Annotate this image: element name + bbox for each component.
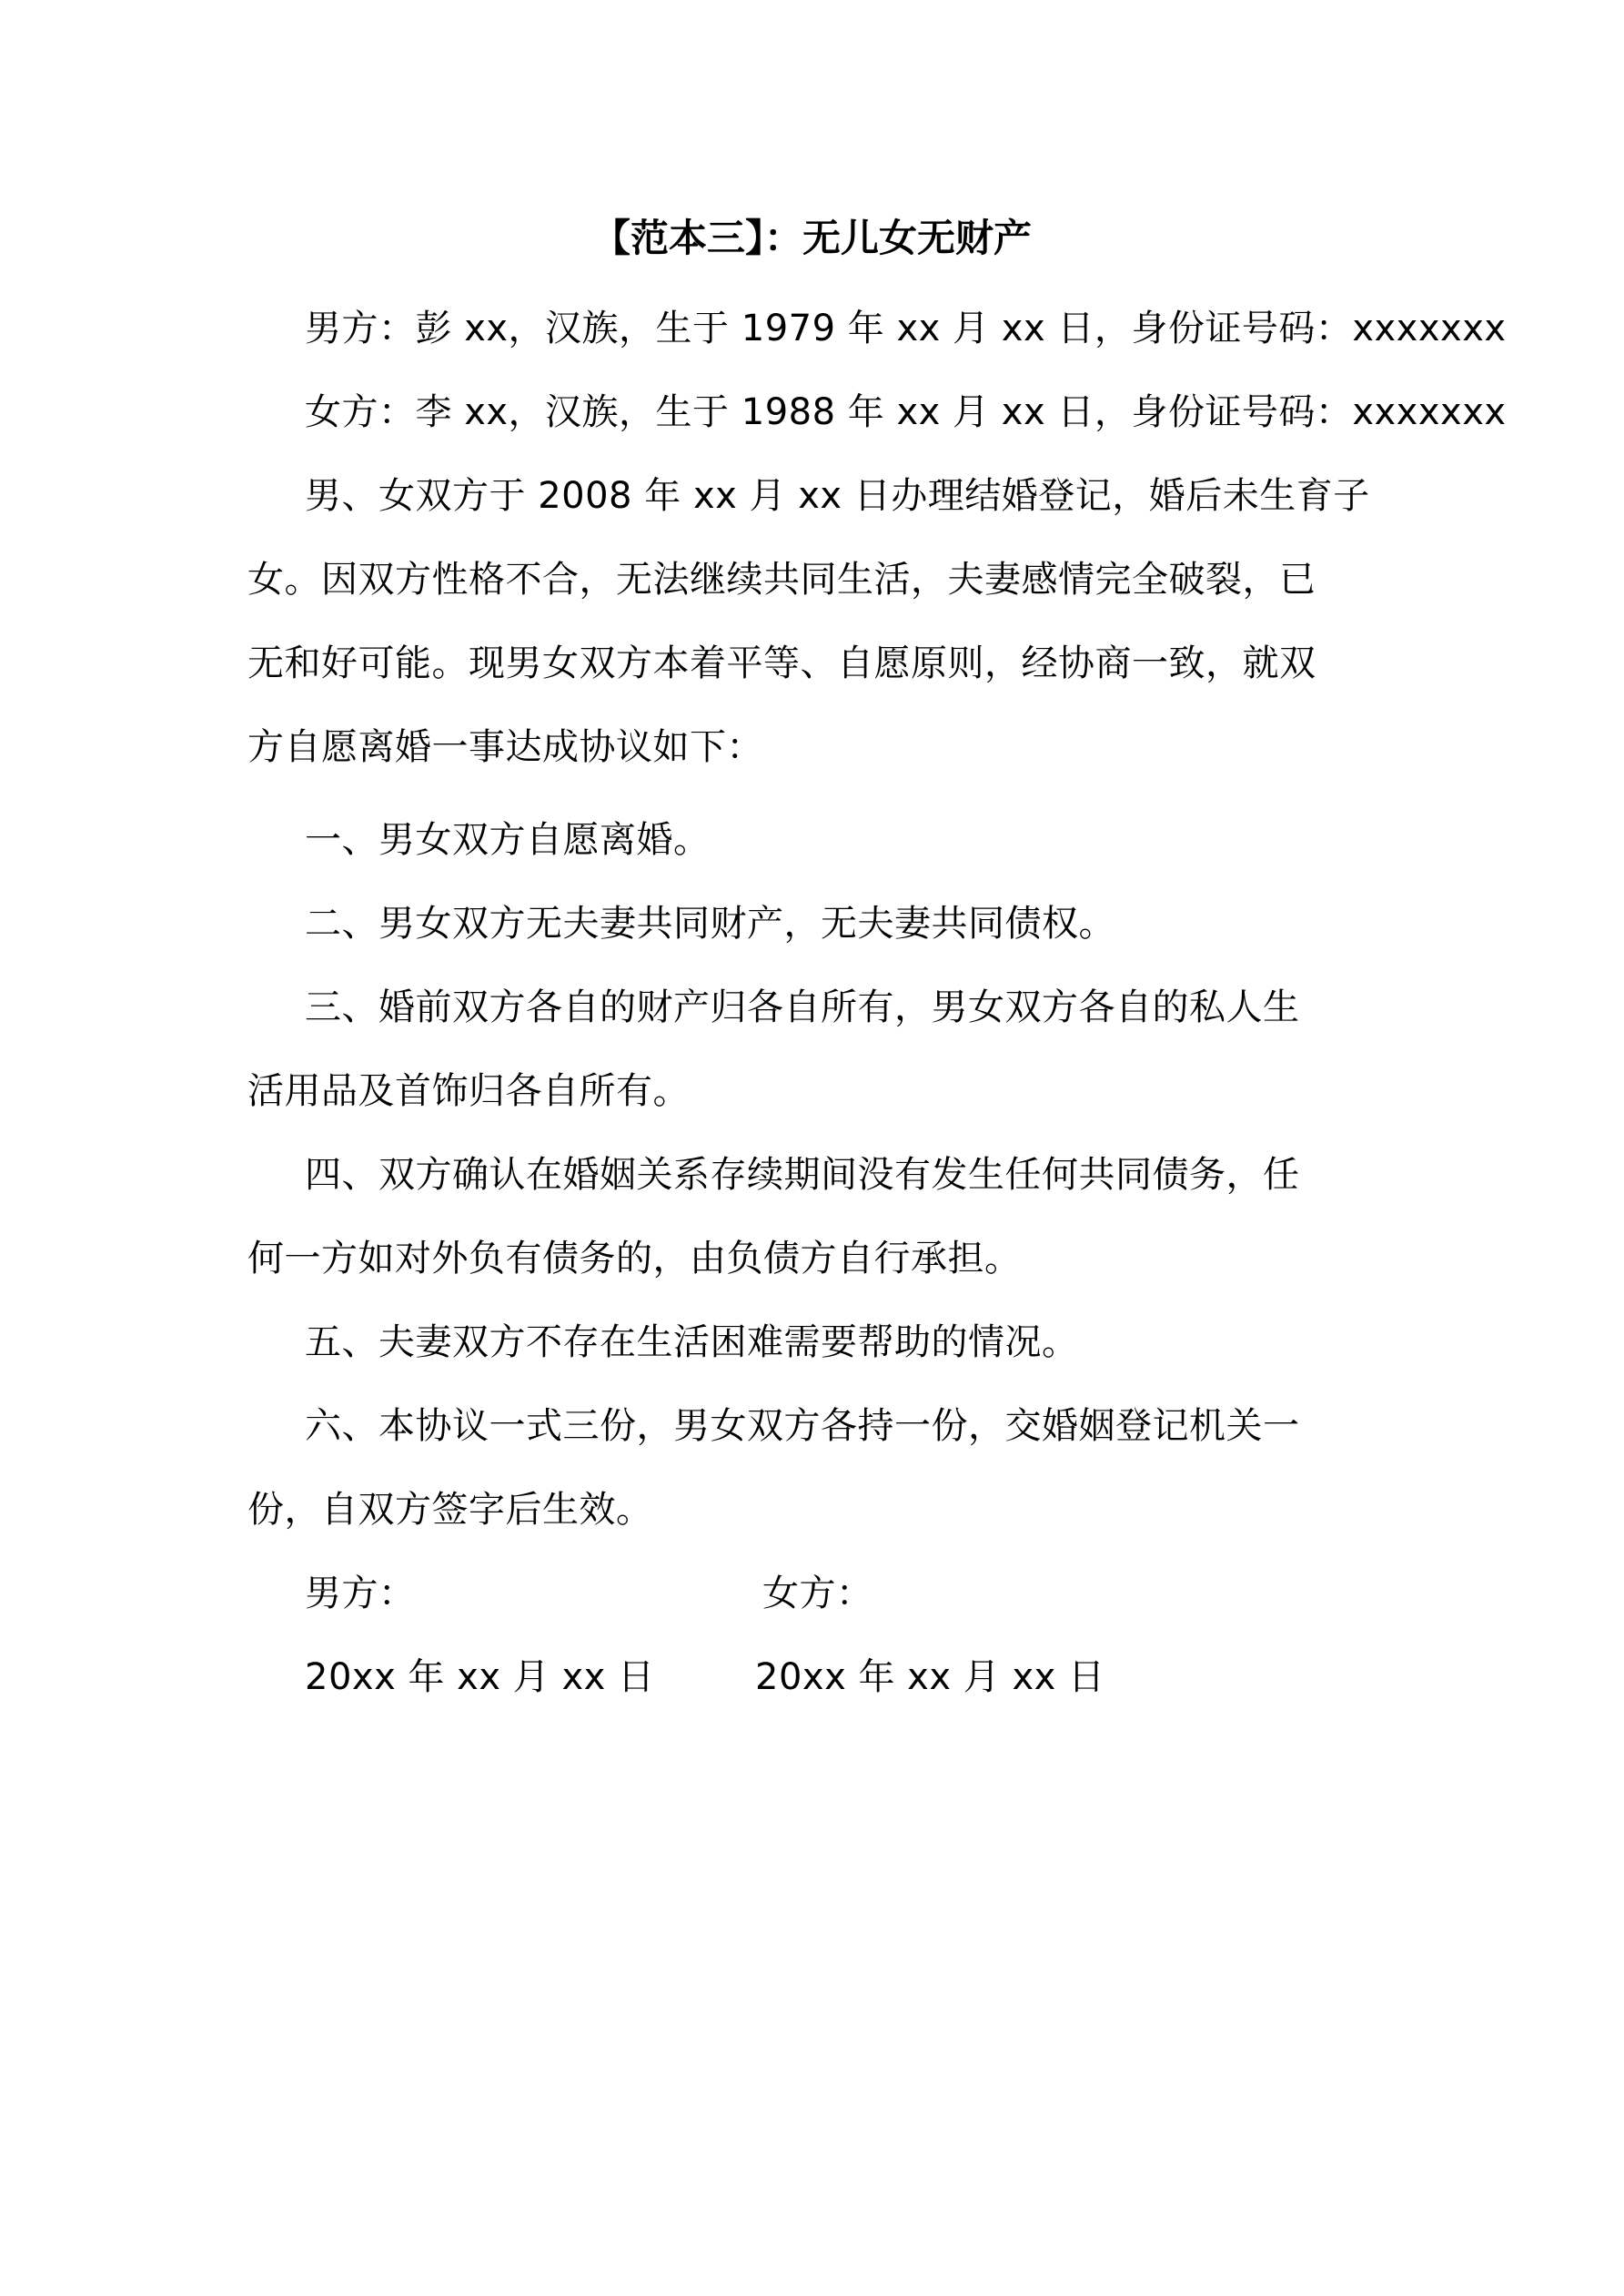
intro-line: 无和好可能。现男女双方本着平等、自愿原则，经协商一致，就双 (247, 642, 1316, 684)
male-signature-date: 20xx 年 xx 月 xx 日 (305, 1656, 655, 1698)
clause-5: 五、夫妻双方不存在生活困难需要帮助的情况。 (305, 1321, 1079, 1363)
clause-3-cont: 活用品及首饰归各自所有。 (247, 1070, 690, 1112)
female-party-line: 女方：李 xx，汉族，生于 1988 年 xx 月 xx 日，身份证号码：xxxxxxx (305, 391, 1507, 433)
clause-3: 三、婚前双方各自的财产归各自所有，男女双方各自的私人生 (305, 986, 1300, 1028)
male-signature-label: 男方： (305, 1573, 416, 1614)
male-party-line: 男方：彭 xx，汉族，生于 1979 年 xx 月 xx 日，身份证号码：xxxxxxx (305, 308, 1507, 349)
intro-line: 方自愿离婚一事达成协议如下： (247, 726, 763, 768)
clause-4: 四、双方确认在婚姻关系存续期间没有发生任何共同债务，任 (305, 1154, 1300, 1196)
female-signature-date: 20xx 年 xx 月 xx 日 (755, 1656, 1105, 1698)
clause-6: 六、本协议一式三份，男女双方各持一份，交婚姻登记机关一 (305, 1405, 1300, 1447)
intro-line: 女。因双方性格不合，无法继续共同生活，夫妻感情完全破裂，已 (247, 559, 1316, 601)
page-title: 【范本三】：无儿女无财产 (591, 216, 1032, 260)
female-signature-label: 女方： (762, 1573, 873, 1614)
intro-line: 男、女双方于 2008 年 xx 月 xx 日办理结婚登记，婚后未生育子 (305, 475, 1370, 517)
clause-6-cont: 份，自双方签字后生效。 (247, 1489, 653, 1531)
clause-2: 二、男女双方无夫妻共同财产，无夫妻共同债权。 (305, 903, 1115, 945)
clause-1: 一、男女双方自愿离婚。 (305, 819, 711, 861)
clause-4-cont: 何一方如对外负有债务的，由负债方自行承担。 (247, 1238, 1022, 1279)
